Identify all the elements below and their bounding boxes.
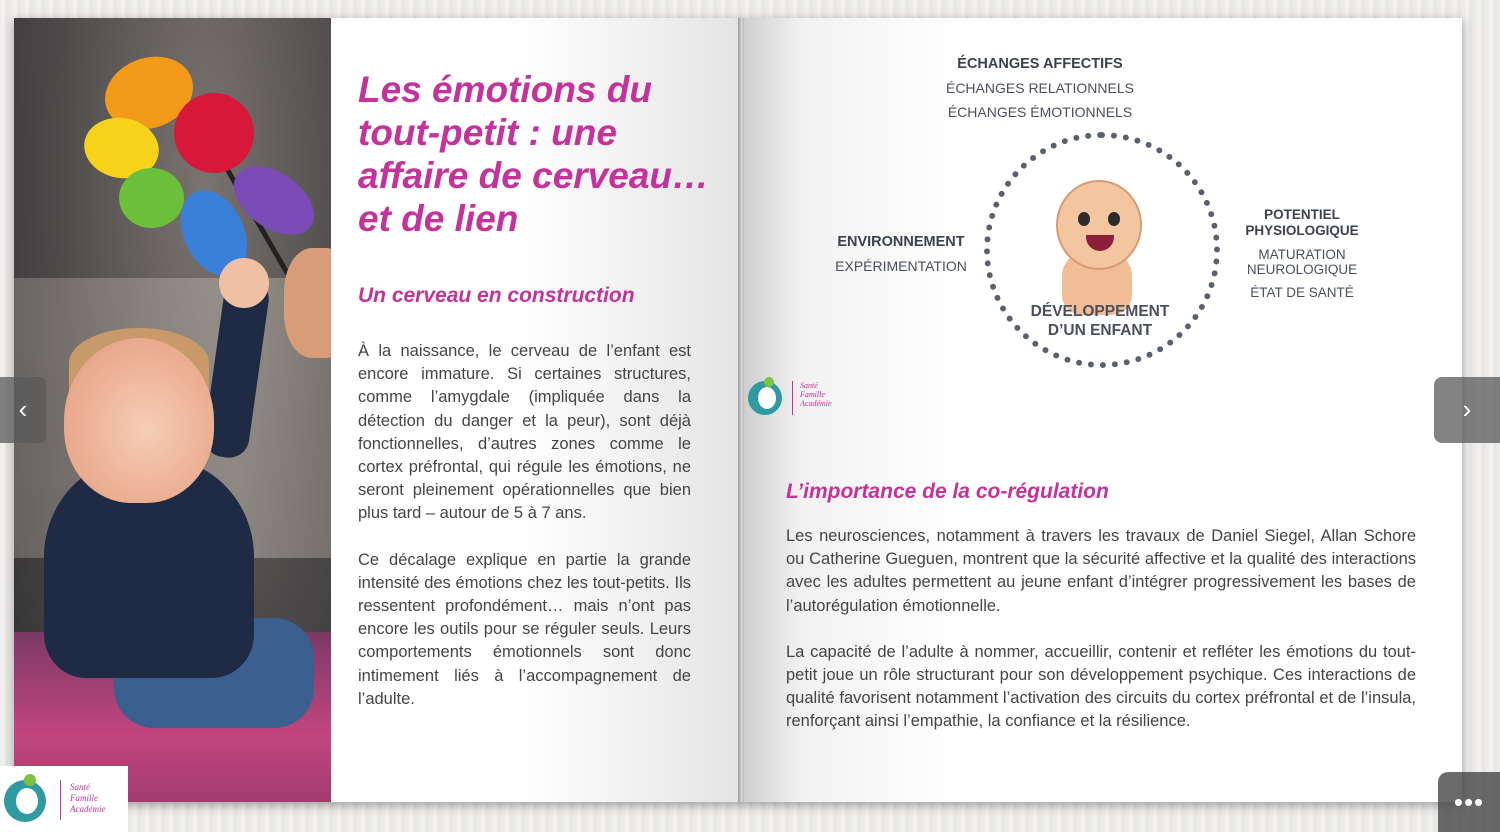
paragraph: La capacité de l’adulte à nommer, accueillir, contenir et refléter les émotions du tout-petit joue un rôle structurant pour son développement psychique. Ces interactions de qualité favorisent notamment l’activation des circuits du cortex préfrontal et de l’insula, renforçant ainsi l’empathie, la confiance et la résilience. bbox=[786, 642, 1416, 731]
logo-icon-inner bbox=[758, 387, 776, 409]
baby-illustration-head bbox=[1056, 180, 1142, 270]
logo-text-line: Famille bbox=[800, 390, 825, 399]
logo-text-line: Académie bbox=[70, 804, 106, 814]
logo-text-line: Santé bbox=[70, 782, 90, 792]
diagram-right-line: ÉTAT DE SANTÉ bbox=[1250, 285, 1354, 300]
baby-head bbox=[64, 338, 214, 503]
brand-logo-bottom bbox=[0, 766, 128, 832]
logo-divider bbox=[60, 780, 61, 820]
pinwheel-petal bbox=[119, 168, 184, 228]
left-page bbox=[14, 18, 740, 802]
baby-illustration-eye bbox=[1108, 212, 1120, 226]
logo-divider bbox=[792, 381, 793, 415]
chevron-right-icon: › bbox=[1462, 394, 1472, 424]
chevron-left-icon: ‹ bbox=[18, 394, 28, 424]
section-heading: Un cerveau en construction bbox=[358, 284, 635, 307]
center-label-line: D’UN ENFANT bbox=[1047, 322, 1153, 339]
logo-text-line: Famille bbox=[70, 793, 98, 803]
diagram-right-line: MATURATION bbox=[1258, 247, 1346, 262]
diagram-top-line: ÉCHANGES RELATIONNELS bbox=[945, 80, 1134, 96]
diagram-left-heading: ENVIRONNEMENT bbox=[837, 234, 965, 250]
logo-leaf bbox=[764, 377, 774, 387]
child-photo bbox=[14, 18, 331, 802]
paragraph: À la naissance, le cerveau de l’enfant est encore immature. Si certaines structures, comme l’amygdale (impliquée dans la détection du danger et la peur), sont déjà fonctionnelles, d’autres zones comme le cortex préfrontal, qui régule les émotions, ne seront pleinement opérationnelles que bien plus tard – autour de 5 à 7 ans. bbox=[358, 342, 691, 523]
previous-page-button[interactable] bbox=[0, 377, 46, 443]
logo-icon-inner bbox=[16, 788, 38, 814]
diagram-right-heading: PHYSIOLOGIQUE bbox=[1245, 223, 1359, 238]
logo-text-line: Santé bbox=[800, 381, 818, 390]
diagram-right-heading: POTENTIEL bbox=[1264, 207, 1340, 222]
more-options-button[interactable] bbox=[1438, 772, 1500, 832]
logo-text bbox=[70, 782, 105, 815]
diagram-right-line: NEUROLOGIQUE bbox=[1246, 262, 1358, 277]
logo-leaf bbox=[24, 774, 36, 786]
section-heading: L’importance de la co-régulation bbox=[786, 480, 1109, 503]
center-label-line: DÉVELOPPEMENT bbox=[1030, 303, 1170, 320]
logo-text-line: Académie bbox=[800, 399, 832, 408]
diagram-left-line: EXPÉRIMENTATION bbox=[835, 258, 967, 274]
baby-illustration-eye bbox=[1078, 212, 1090, 226]
body-text bbox=[358, 340, 691, 734]
adult-hand bbox=[284, 248, 331, 358]
body-text bbox=[786, 525, 1416, 757]
paragraph: Les neurosciences, notamment à travers les travaux de Daniel Siegel, Allan Schore ou Catherine Gueguen, montrent que la sécurité affective et la qualité des interactions avec les adultes permettent au jeune enfant d’intégrer progressivement les bases de l’autorégulation émotionnelle. bbox=[786, 527, 1416, 615]
child-development-diagram bbox=[730, 40, 1359, 380]
next-page-button[interactable] bbox=[1434, 377, 1500, 443]
baby-hand bbox=[219, 258, 269, 308]
diagram-center-label bbox=[1020, 302, 1180, 340]
paragraph: Ce décalage explique en partie la grande intensité des émotions chez les tout-petits. Ils ressentent profondément… mais n’ont pas encore les outils pour se réguler seuls. Leurs comportements émotionnels sont donc intimement liés à l’accompagnement de l’adulte. bbox=[358, 550, 691, 708]
page-title: Les émotions du tout-petit : une affaire de cerveau… et de lien bbox=[358, 69, 710, 239]
logo-text bbox=[800, 381, 832, 408]
diagram-top-line: ÉCHANGES ÉMOTIONNELS bbox=[947, 104, 1133, 120]
ellipsis-icon: ••• bbox=[1453, 787, 1485, 817]
pinwheel-petal bbox=[174, 93, 254, 173]
brand-logo bbox=[744, 375, 854, 423]
diagram-top-heading: ÉCHANGES AFFECTIFS bbox=[957, 56, 1123, 72]
